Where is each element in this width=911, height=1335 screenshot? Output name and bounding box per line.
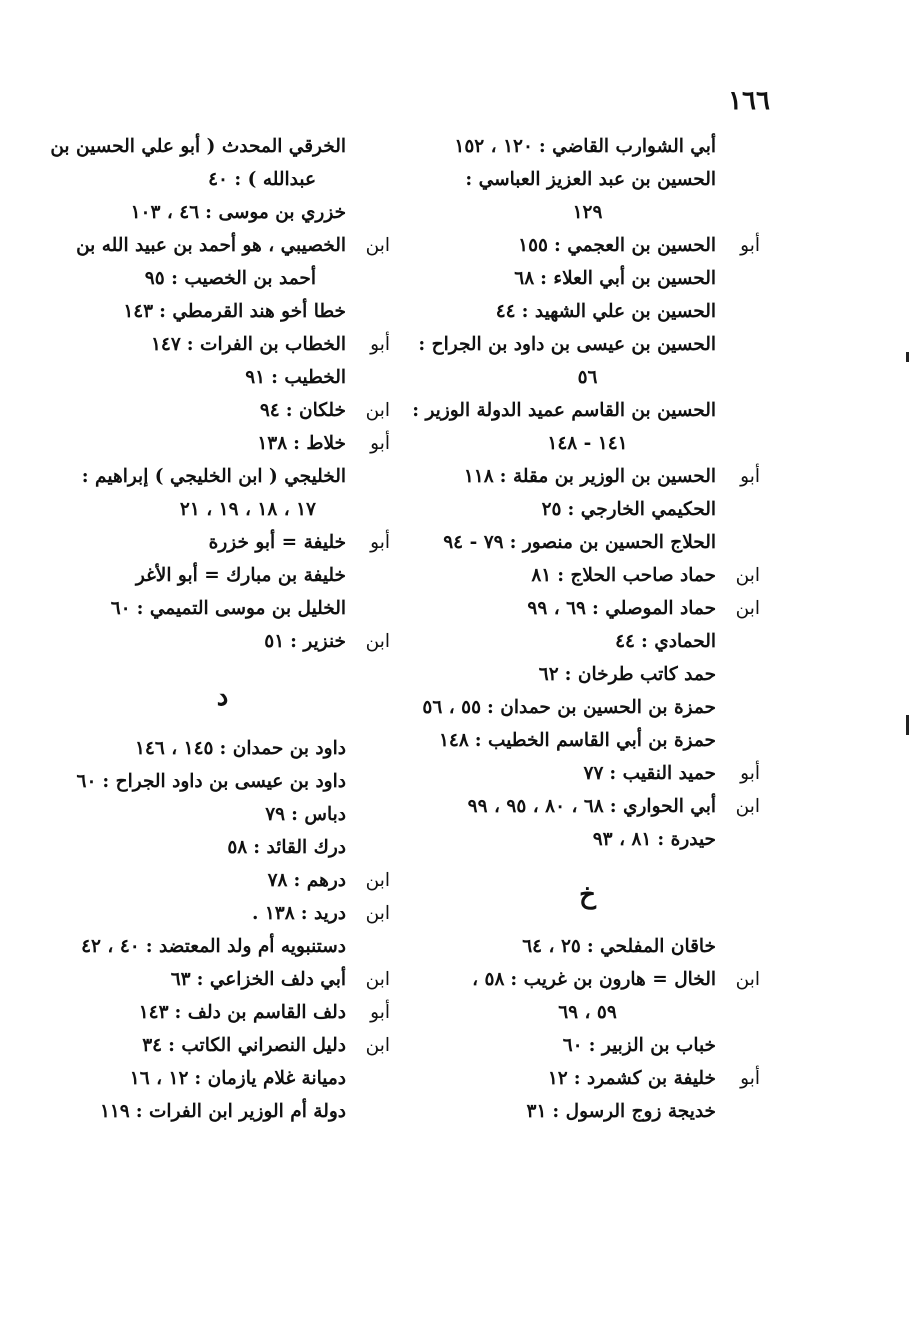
entry-pages: ١١٨ bbox=[463, 466, 494, 487]
entry-pages: ١٣٨ . bbox=[251, 903, 295, 924]
entry-pages: ١٤٣ bbox=[123, 301, 154, 322]
entry-body bbox=[415, 493, 716, 526]
entry-body bbox=[415, 526, 716, 559]
entry-body bbox=[415, 295, 716, 328]
entry-name: خلكان : bbox=[285, 400, 346, 421]
index-entry bbox=[415, 625, 760, 658]
entry-name: خليفة بن مبارك = أبو الأغر bbox=[135, 565, 346, 586]
index-entry bbox=[55, 765, 390, 798]
entry-pages: ١٢ bbox=[547, 1068, 568, 1089]
index-entry bbox=[55, 526, 390, 559]
index-entry bbox=[55, 831, 390, 864]
index-entry bbox=[412, 394, 760, 427]
entry-body bbox=[55, 559, 346, 592]
index-entry bbox=[55, 229, 390, 262]
entry-name: الحمادي : bbox=[640, 631, 716, 652]
entry-prefix: ابن bbox=[735, 598, 760, 619]
index-entry bbox=[55, 963, 390, 996]
entry-pages: ٥٨ bbox=[227, 837, 248, 858]
entry-body bbox=[415, 658, 716, 691]
index-entry bbox=[415, 1095, 760, 1128]
entry-name: دلف القاسم بن دلف : bbox=[174, 1002, 346, 1023]
entry-continuation: ١٤١ - ١٤٨ bbox=[547, 433, 628, 454]
index-entry bbox=[55, 897, 390, 930]
entry-body bbox=[44, 130, 346, 163]
index-entry bbox=[415, 229, 760, 262]
entry-pages: ١٤٥ ، ١٤٦ bbox=[135, 738, 214, 759]
entry-pages: ١٤٨ bbox=[438, 730, 469, 751]
index-entry bbox=[415, 724, 760, 757]
entry-body bbox=[415, 130, 716, 163]
entry-name: الحلاج الحسين بن منصور : bbox=[509, 532, 716, 553]
index-entry bbox=[415, 691, 760, 724]
entry-name: خليفة = أبو خزرة bbox=[208, 532, 346, 553]
entry-prefix: ابن bbox=[365, 400, 390, 421]
entry-name: الخال = هارون بن غريب : bbox=[510, 969, 716, 990]
entry-pages: ٧٩ bbox=[265, 804, 286, 825]
index-entry bbox=[55, 328, 390, 361]
index-entry bbox=[415, 592, 760, 625]
index-entry bbox=[55, 295, 390, 328]
entry-pages: ٣١ bbox=[526, 1101, 547, 1122]
entry-body bbox=[415, 1029, 716, 1062]
entry-name: الخليجي ( ابن الخليجي ) إبراهيم : bbox=[81, 466, 346, 487]
index-entry bbox=[55, 1062, 390, 1095]
entry-name: الحسين بن عبد العزيز العباسي : bbox=[465, 169, 716, 190]
entry-prefix: أبو bbox=[740, 1068, 760, 1089]
entry-prefix: أبو bbox=[740, 763, 760, 784]
index-entry bbox=[55, 864, 390, 897]
entry-name: دولة أم الوزير ابن الفرات : bbox=[135, 1101, 346, 1122]
entry-name: حمد كاتب طرخان : bbox=[564, 664, 716, 685]
index-entry bbox=[55, 625, 390, 658]
entry-body bbox=[55, 798, 346, 831]
index-entry bbox=[55, 559, 390, 592]
index-entry bbox=[415, 493, 760, 526]
section-letter-heading: خ bbox=[579, 880, 596, 910]
entry-body bbox=[415, 163, 716, 196]
index-entry bbox=[55, 1029, 390, 1062]
entry-body bbox=[415, 625, 716, 658]
entry-prefix: ابن bbox=[735, 565, 760, 586]
entry-body bbox=[55, 930, 346, 963]
entry-name: الخليل بن موسى التميمي : bbox=[136, 598, 346, 619]
entry-name: خاقان المفلحي : bbox=[586, 936, 716, 957]
index-entry bbox=[55, 930, 390, 963]
index-entry bbox=[415, 559, 760, 592]
entry-pages: ٧٧ bbox=[583, 763, 604, 784]
index-entry bbox=[415, 963, 760, 996]
index-entry bbox=[415, 823, 760, 856]
entry-body bbox=[55, 1062, 346, 1095]
entry-name: درهم : bbox=[293, 870, 346, 891]
entry-continuation: ٥٦ bbox=[577, 367, 598, 388]
entry-body bbox=[55, 1095, 346, 1128]
entry-name: داود بن حمدان : bbox=[219, 738, 346, 759]
index-entry bbox=[415, 1029, 760, 1062]
entry-prefix: ابن bbox=[365, 969, 390, 990]
entry-continuation: ١٧ ، ١٨ ، ١٩ ، ٢١ bbox=[179, 499, 316, 520]
entry-pages: ٩١ bbox=[245, 367, 266, 388]
entry-pages: ١٣٨ bbox=[257, 433, 288, 454]
entry-continuation: أحمد بن الخصيب : ٩٥ bbox=[144, 268, 316, 289]
index-entry bbox=[415, 460, 760, 493]
entry-continuation: عبدالله ) : ٤٠ bbox=[208, 169, 316, 190]
entry-name: خطا أخو هند القرمطي : bbox=[159, 301, 346, 322]
entry-name: الحسين بن الوزير بن مقلة : bbox=[499, 466, 716, 487]
index-entry bbox=[415, 328, 760, 361]
entry-name: خليفة بن كشمرد : bbox=[573, 1068, 716, 1089]
entry-pages: ٥٥ ، ٥٦ bbox=[422, 697, 482, 718]
entry-pages: ٦٠ bbox=[76, 771, 97, 792]
entry-prefix: أبو bbox=[370, 532, 390, 553]
entry-name: أبي الحواري : bbox=[609, 796, 716, 817]
entry-body bbox=[55, 592, 346, 625]
index-entry bbox=[55, 394, 390, 427]
entry-pages: ٤٤ bbox=[495, 301, 516, 322]
entry-name: خزري بن موسى : bbox=[205, 202, 346, 223]
entry-pages: ٤٤ bbox=[615, 631, 635, 652]
entry-name: خباب بن الزبير : bbox=[588, 1035, 716, 1056]
entry-body bbox=[415, 1062, 716, 1095]
entry-pages: ١٤٧ bbox=[150, 334, 181, 355]
entry-body bbox=[412, 328, 716, 361]
entry-pages: ٣٤ bbox=[142, 1035, 163, 1056]
entry-name: دباس : bbox=[291, 804, 346, 825]
entry-body bbox=[55, 361, 346, 394]
entry-body bbox=[415, 229, 716, 262]
entry-body bbox=[55, 831, 346, 864]
entry-name: الحسين بن أبي العلاء : bbox=[540, 268, 716, 289]
entry-body bbox=[55, 295, 346, 328]
index-entry bbox=[55, 427, 390, 460]
entry-name: أبي الشوارب القاضي : bbox=[538, 136, 716, 157]
entry-body bbox=[55, 196, 346, 229]
entry-body bbox=[55, 229, 346, 262]
entry-body bbox=[415, 823, 716, 856]
entry-prefix: أبو bbox=[370, 334, 390, 355]
entry-pages: ١٤٣ bbox=[138, 1002, 169, 1023]
entry-name: دريد : bbox=[300, 903, 346, 924]
entry-prefix: ابن bbox=[735, 796, 760, 817]
entry-pages: ٩٤ bbox=[259, 400, 280, 421]
entry-pages: ٧٨ bbox=[267, 870, 288, 891]
section-letter-heading: د bbox=[216, 682, 229, 712]
index-entry bbox=[415, 295, 760, 328]
entry-name: دستنبويه أم ولد المعتضد : bbox=[145, 936, 346, 957]
entry-name: الخطاب بن الفرات : bbox=[186, 334, 346, 355]
entry-pages: ٦٠ bbox=[110, 598, 131, 619]
entry-pages: ٦٢ bbox=[538, 664, 559, 685]
index-entry bbox=[55, 1095, 390, 1128]
entry-pages: ٦٨ ، ٨٠ ، ٩٥ ، ٩٩ bbox=[467, 796, 604, 817]
entry-body bbox=[55, 427, 346, 460]
entry-name: أبي دلف الخزاعي : bbox=[196, 969, 346, 990]
entry-continuation: ٥٩ ، ٦٩ bbox=[558, 1002, 617, 1023]
index-entry bbox=[415, 757, 760, 790]
entry-name: خلاط : bbox=[293, 433, 346, 454]
entry-name: حيدرة : bbox=[657, 829, 716, 850]
index-entry bbox=[50, 130, 390, 163]
entry-body bbox=[55, 864, 346, 897]
entry-name: الحسين بن علي الشهيد : bbox=[521, 301, 716, 322]
page-number: ١٦٦ bbox=[728, 86, 770, 116]
entry-pages: ٦٣ bbox=[170, 969, 191, 990]
entry-body bbox=[415, 930, 716, 963]
index-entry bbox=[415, 658, 760, 691]
entry-body bbox=[55, 1029, 346, 1062]
entry-prefix: أبو bbox=[370, 433, 390, 454]
entry-pages: ١٥٥ bbox=[518, 235, 548, 256]
entry-pages: ١٢ ، ١٦ bbox=[129, 1068, 189, 1089]
entry-name: الخطيب : bbox=[271, 367, 346, 388]
entry-pages: ٧٩ - ٩٤ bbox=[443, 532, 504, 553]
index-column-left bbox=[50, 130, 390, 1128]
entry-name: خديجة زوج الرسول : bbox=[552, 1101, 716, 1122]
entry-body bbox=[415, 963, 716, 996]
entry-name: حماد صاحب الحلاج : bbox=[557, 565, 716, 586]
index-entry bbox=[55, 732, 390, 765]
entry-prefix: ابن bbox=[735, 969, 760, 990]
entry-prefix: ابن bbox=[365, 1035, 390, 1056]
entry-prefix: أبو bbox=[740, 235, 760, 256]
entry-name: دميانة غلام يازمان : bbox=[194, 1068, 346, 1089]
entry-body bbox=[55, 460, 346, 493]
entry-pages: ٢٥ bbox=[541, 499, 562, 520]
entry-pages: ٦٨ bbox=[514, 268, 535, 289]
entry-body bbox=[415, 592, 716, 625]
entry-prefix: ابن bbox=[365, 903, 390, 924]
entry-pages: ٨١ ، ٩٣ bbox=[592, 829, 652, 850]
entry-prefix: ابن bbox=[365, 235, 390, 256]
entry-pages: ٥١ bbox=[264, 631, 285, 652]
entry-name: حمزة بن أبي القاسم الخطيب : bbox=[474, 730, 716, 751]
entry-name: الخرقي المحدث ( أبو علي الحسين بن bbox=[50, 136, 346, 157]
entry-pages: ٥٨ ، bbox=[472, 969, 505, 990]
entry-body bbox=[55, 732, 346, 765]
entry-body bbox=[415, 790, 716, 823]
entry-body bbox=[55, 963, 346, 996]
index-entry bbox=[415, 130, 760, 163]
index-entry bbox=[415, 163, 760, 196]
entry-name: حميد النقيب : bbox=[609, 763, 716, 784]
entry-pages: ٦٩ ، ٩٩ bbox=[527, 598, 586, 619]
entry-name: درك القائد : bbox=[253, 837, 346, 858]
entry-body bbox=[406, 394, 716, 427]
entry-body bbox=[55, 526, 346, 559]
entry-name: خنزير : bbox=[290, 631, 346, 652]
entry-pages: ٨١ bbox=[531, 565, 552, 586]
scan-mark bbox=[906, 352, 909, 362]
index-entry bbox=[55, 996, 390, 1029]
index-entry bbox=[55, 592, 390, 625]
entry-name: داود بن عيسى بن داود الجراح : bbox=[102, 771, 346, 792]
entry-body bbox=[415, 262, 716, 295]
entry-body bbox=[55, 394, 346, 427]
entry-body bbox=[415, 757, 716, 790]
entry-pages: ١٢٠ ، ١٥٢ bbox=[454, 136, 533, 157]
entry-body bbox=[55, 328, 346, 361]
index-column-right bbox=[412, 130, 760, 1128]
entry-body bbox=[55, 625, 346, 658]
entry-body bbox=[415, 1095, 716, 1128]
entry-prefix: ابن bbox=[365, 870, 390, 891]
entry-name: الحسين بن القاسم عميد الدولة الوزير : bbox=[412, 400, 716, 421]
entry-body bbox=[55, 996, 346, 1029]
entry-pages: ٤٠ ، ٤٢ bbox=[81, 936, 140, 957]
index-entry bbox=[55, 460, 390, 493]
entry-prefix: ابن bbox=[365, 631, 390, 652]
entry-body bbox=[415, 691, 716, 724]
index-entry bbox=[415, 526, 760, 559]
entry-body bbox=[415, 559, 716, 592]
index-entry bbox=[415, 1062, 760, 1095]
entry-body bbox=[415, 460, 716, 493]
index-entry bbox=[415, 790, 760, 823]
index-entry bbox=[55, 798, 390, 831]
entry-pages: ٤٦ ، ١٠٣ bbox=[130, 202, 200, 223]
entry-name: حمزة بن الحسين بن حمدان : bbox=[487, 697, 716, 718]
entry-continuation: ١٢٩ bbox=[572, 202, 603, 223]
entry-name: حماد الموصلي : bbox=[592, 598, 716, 619]
entry-prefix: أبو bbox=[740, 466, 760, 487]
entry-name: الحكيمي الخارجي : bbox=[567, 499, 716, 520]
entry-name: الحسين بن عيسى بن داود بن الجراح : bbox=[418, 334, 716, 355]
entry-body bbox=[55, 897, 346, 930]
entry-name: دليل النصراني الكاتب : bbox=[168, 1035, 346, 1056]
entry-name: الحسين بن العجمي : bbox=[553, 235, 716, 256]
index-entry bbox=[55, 361, 390, 394]
entry-prefix: أبو bbox=[370, 1002, 390, 1023]
entry-pages: ٦٠ bbox=[562, 1035, 583, 1056]
entry-pages: ١١٩ bbox=[99, 1101, 130, 1122]
scan-mark bbox=[906, 715, 909, 735]
index-entry bbox=[415, 262, 760, 295]
index-entry bbox=[55, 196, 390, 229]
entry-body bbox=[415, 724, 716, 757]
entry-pages: ٢٥ ، ٦٤ bbox=[522, 936, 581, 957]
index-entry bbox=[415, 930, 760, 963]
entry-name: الخصيبي ، هو أحمد بن عبيد الله بن bbox=[76, 235, 346, 256]
entry-body bbox=[55, 765, 346, 798]
